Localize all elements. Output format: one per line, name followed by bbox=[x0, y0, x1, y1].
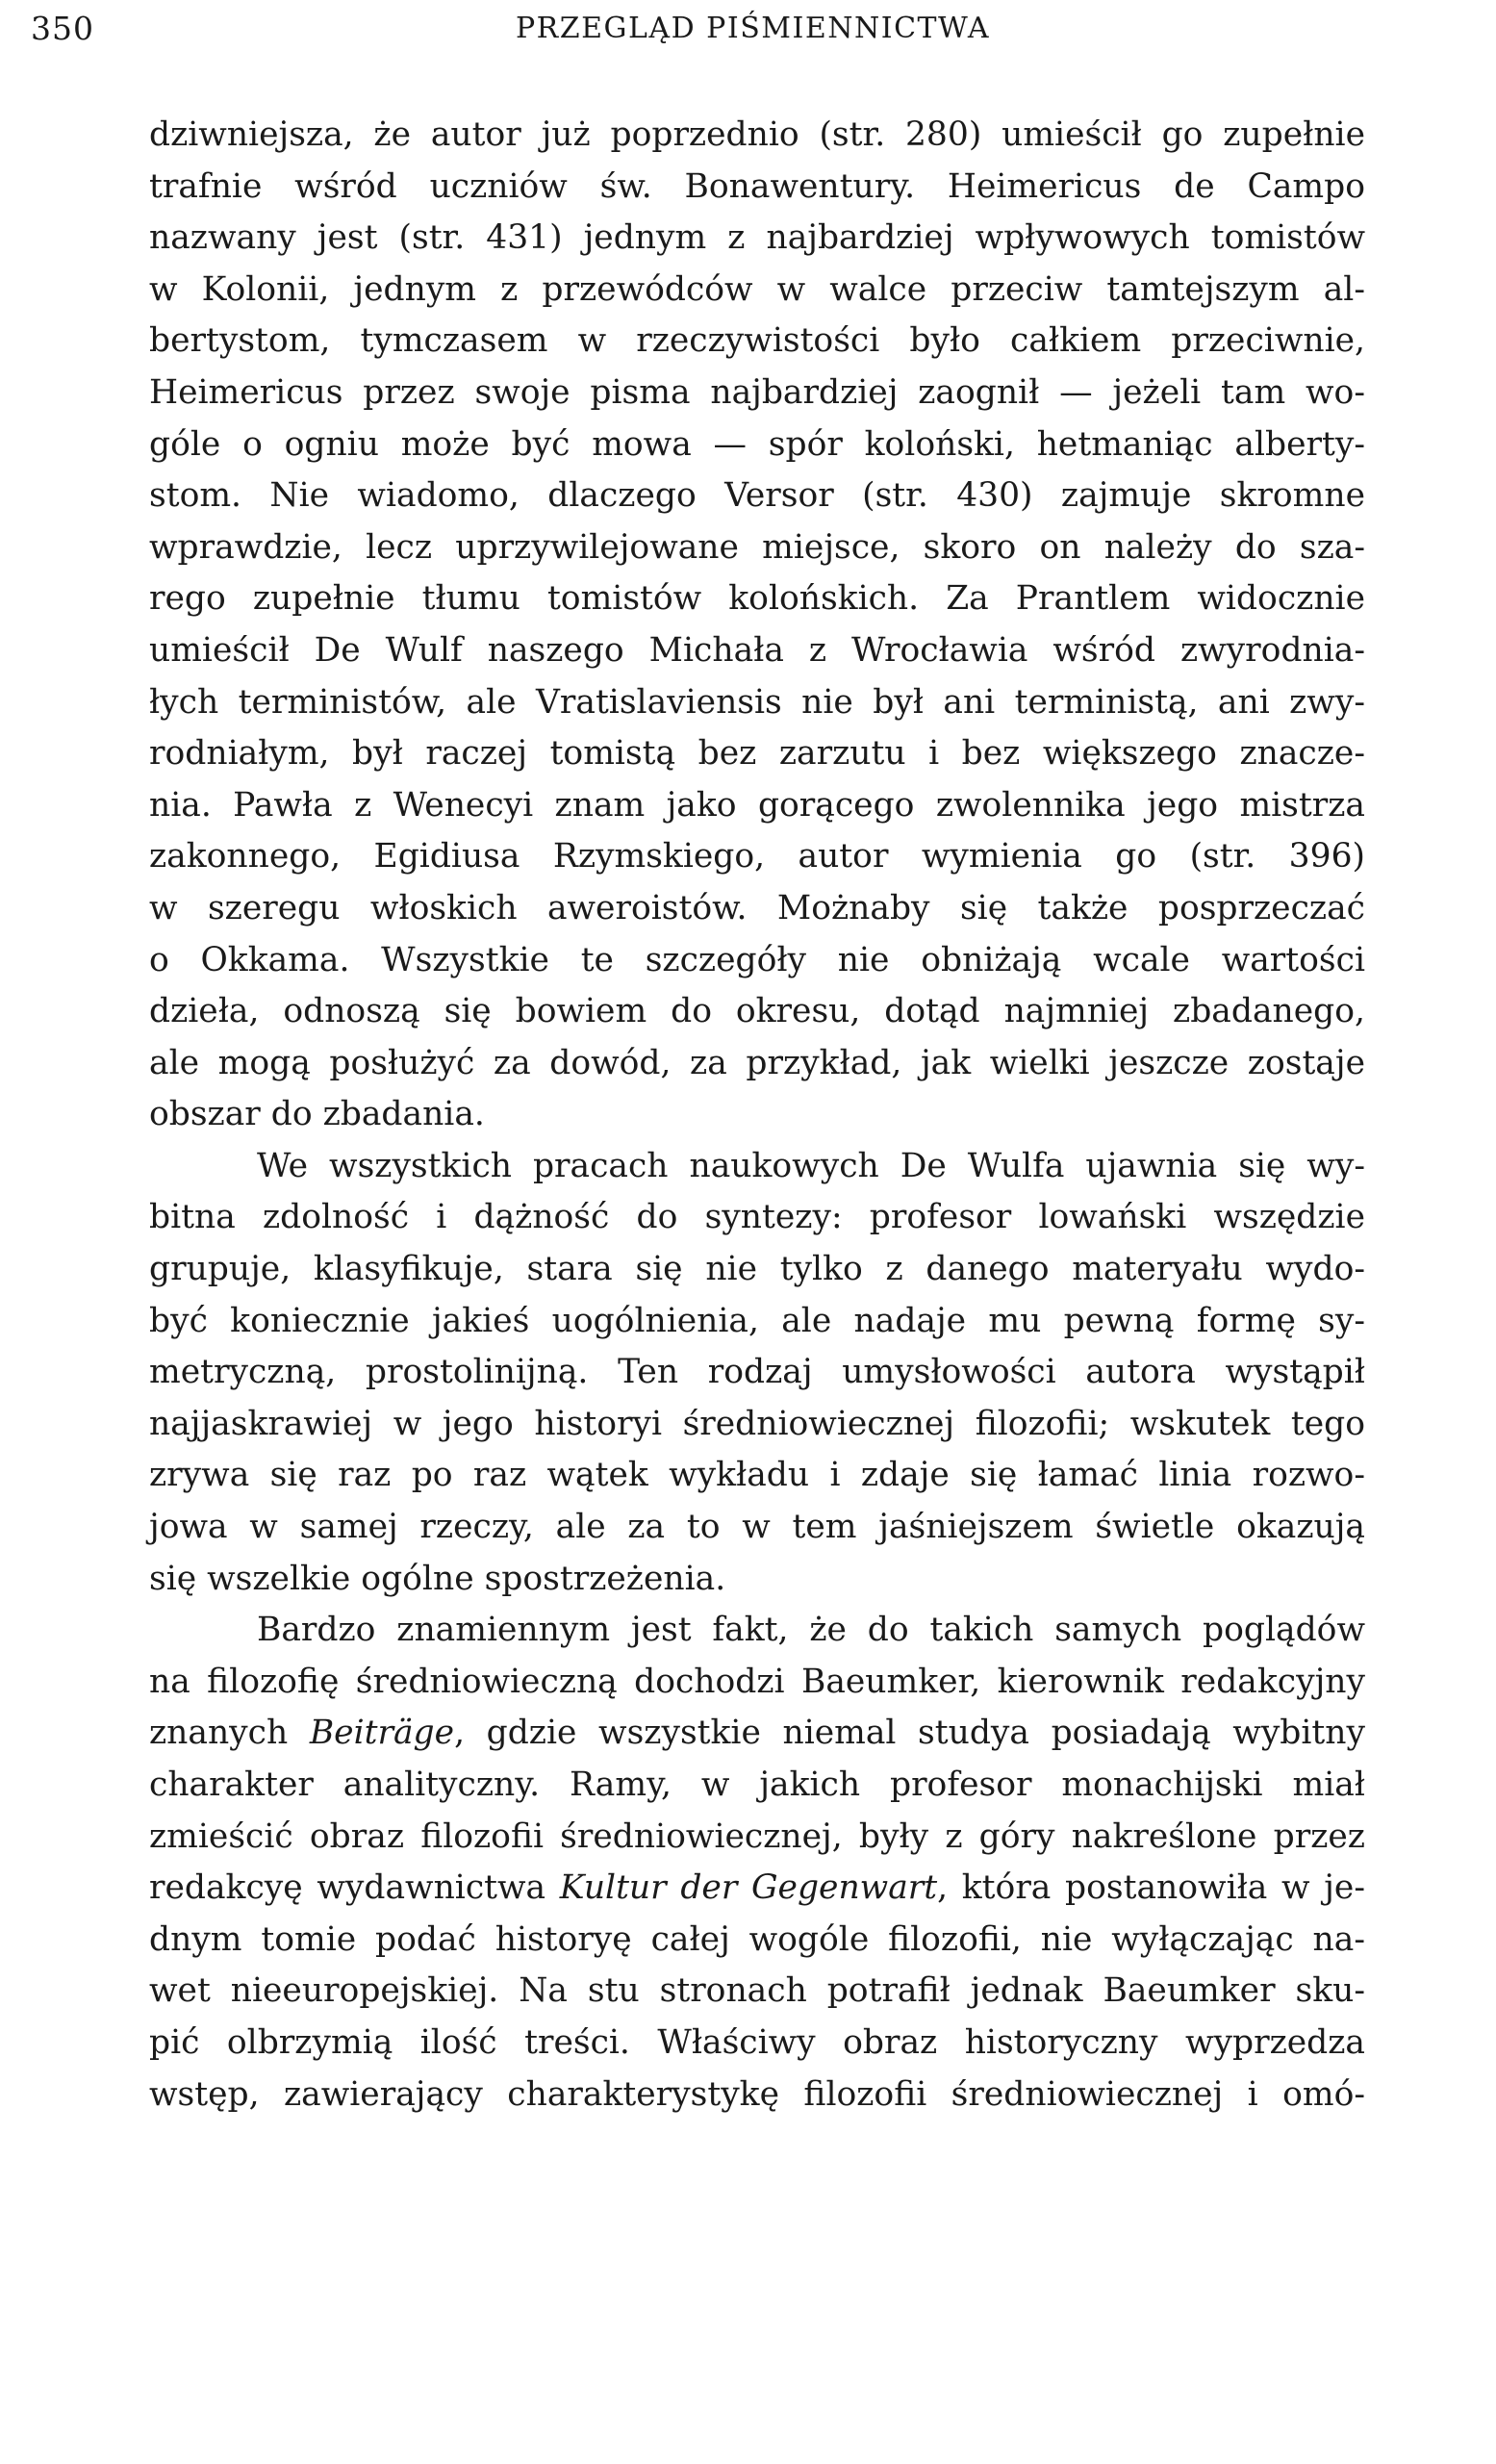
body-text bbox=[149, 110, 1365, 2121]
italic-title: Kultur der Gegenwart bbox=[559, 1868, 938, 1908]
text-line: stom. Nie wiadomo, dlaczego Versor (str. 430) zajmuje skromne bbox=[149, 476, 1365, 516]
text-line: pić olbrzymią ilość treści. Właściwy obraz historyczny wyprzedza bbox=[149, 2022, 1365, 2062]
text-line: obszar do zbadania. bbox=[149, 1095, 485, 1134]
text-line: rego zupełnie tłumu tomistów kolońskich. Za Prantlem widocznie bbox=[149, 579, 1365, 619]
text-line: w szeregu włoskich aweroistów. Możnaby się także posprzeczać bbox=[149, 888, 1365, 927]
text-line: Heimericus przez swoje pisma najbardziej zaognił — jeżeli tam wo- bbox=[149, 372, 1365, 412]
text-line: bertystom, tymczasem w rzeczywistości było całkiem przeciwnie, bbox=[149, 321, 1365, 361]
text-line: trafnie wśród uczniów św. Bonawentury. Heimericus de Campo bbox=[149, 166, 1365, 206]
text-line: bitna zdolność i dążność do syntezy: profesor lowański wszędzie bbox=[149, 1198, 1365, 1237]
text-line: być koniecznie jakieś uogólnienia, ale nadaje mu pewną formę sy- bbox=[149, 1301, 1365, 1340]
text-line: rodniałym, był raczej tomistą bez zarzutu i bez większego znacze- bbox=[149, 734, 1365, 774]
text-line: charakter analityczny. Ramy, w jakich profesor monachijski miał bbox=[149, 1765, 1365, 1804]
paragraph-3 bbox=[149, 1605, 1365, 2121]
text-line: dzieła, odnoszą się bowiem do okresu, dotąd najmniej zbadanego, bbox=[149, 992, 1365, 1031]
text-line: ale mogą posłużyć za dowód, za przykład, jak wielki jeszcze zostaje bbox=[149, 1043, 1365, 1082]
text-line: jowa w samej rzeczy, ale za to w tem jaśniejszem świetle okazują bbox=[149, 1508, 1365, 1547]
text-line: Bardzo znamiennym jest fakt, że do takich samych poglądów bbox=[257, 1611, 1365, 1650]
paragraph-2 bbox=[149, 1141, 1365, 1605]
page-number: 350 bbox=[31, 10, 94, 47]
text-line: nia. Pawła z Wenecyi znam jako gorącego zwolennika jego mistrza bbox=[149, 785, 1365, 825]
paragraph-1 bbox=[149, 110, 1365, 1141]
text-line: redakcyę wydawnictwa Kultur der Gegenwart, która postanowiła w je- bbox=[149, 1868, 1365, 1908]
text-line: zakonnego, Egidiusa Rzymskiego, autor wymienia go (str. 396) bbox=[149, 837, 1365, 876]
text-line: wstęp, zawierający charakterystykę filozofii średniowiecznej i omó- bbox=[149, 2074, 1365, 2114]
italic-title: Beiträge bbox=[309, 1714, 455, 1753]
text-line: umieścił De Wulf naszego Michała z Wrocławia wśród zwyrodnia- bbox=[149, 630, 1365, 670]
text-line: się wszelkie ogólne spostrzeżenia. bbox=[149, 1559, 726, 1598]
text-line: zrywa się raz po raz wątek wykładu i zdaje się łamać linia rozwo- bbox=[149, 1456, 1365, 1495]
text-line: We wszystkich pracach naukowych De Wulfa ujawnia się wy- bbox=[257, 1146, 1365, 1185]
text-line: nazwany jest (str. 431) jednym z najbardziej wpływowych tomistów bbox=[149, 218, 1365, 258]
text-line: w Kolonii, jednym z przewódców w walce przeciw tamtejszym al- bbox=[149, 269, 1365, 309]
text-line: znanych Beiträge, gdzie wszystkie niemal studya posiadają wybitny bbox=[149, 1714, 1365, 1753]
text-line: łych terministów, ale Vratislaviensis nie był ani terministą, ani zwy- bbox=[149, 682, 1365, 722]
text-line: grupuje, klasyfikuje, stara się nie tylko z danego materyału wydo- bbox=[149, 1250, 1365, 1289]
text-line: metryczną, prostolinijną. Ten rodzaj umysłowości autora wystąpił bbox=[149, 1353, 1365, 1392]
text-line: najjaskrawiej w jego historyi średniowiecznej filozofii; wskutek tego bbox=[149, 1404, 1365, 1443]
text-line: na filozofię średniowieczną dochodzi Baeumker, kierownik redakcyjny bbox=[149, 1662, 1365, 1701]
text-line: dziwniejsza, że autor już poprzednio (str. 280) umieścił go zupełnie bbox=[149, 115, 1365, 154]
text-line: wet nieeuropejskiej. Na stu stronach potrafił jednak Baeumker sku- bbox=[149, 1971, 1365, 2011]
text-line: dnym tomie podać historyę całej wogóle filozofii, nie wyłączając na- bbox=[149, 1919, 1365, 1959]
text-line: góle o ogniu może być mowa — spór koloński, hetmaniąc alberty- bbox=[149, 424, 1365, 464]
text-line: zmieścić obraz filozofii średniowiecznej, były z góry nakreślone przez bbox=[149, 1816, 1365, 1856]
running-header bbox=[0, 10, 1496, 58]
running-title: PRZEGLĄD PIŚMIENNICTWA bbox=[516, 12, 991, 45]
text-line: wprawdzie, lecz uprzywilejowane miejsce, skoro on należy do sza- bbox=[149, 527, 1365, 567]
text-line: o Okkama. Wszystkie te szczegóły nie obniżają wcale wartości bbox=[149, 940, 1365, 979]
